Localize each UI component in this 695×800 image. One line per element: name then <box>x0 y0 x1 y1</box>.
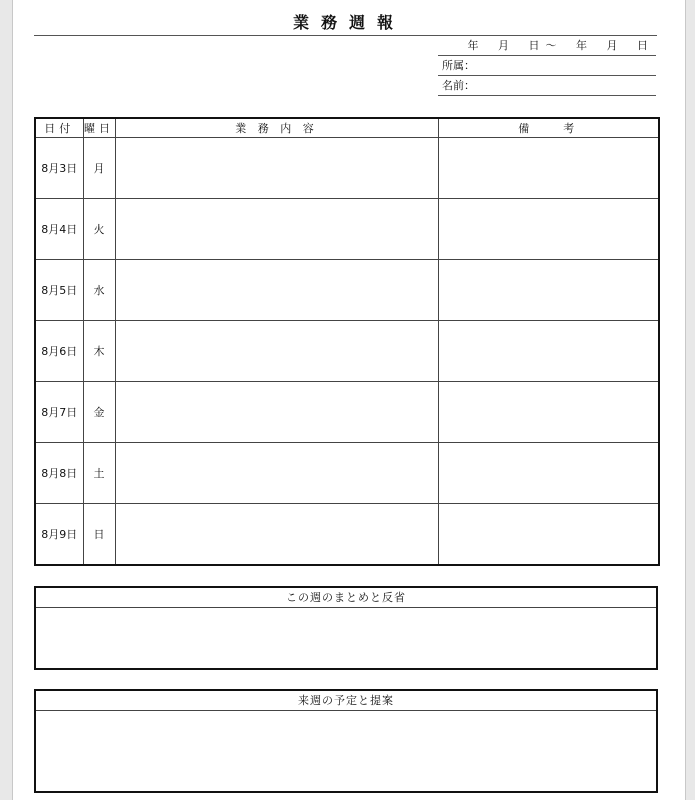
memo-cell[interactable] <box>438 443 659 504</box>
affiliation-field[interactable] <box>438 56 656 76</box>
period-year-label: 年 <box>467 39 485 52</box>
table-row <box>35 260 659 321</box>
table-row <box>35 321 659 382</box>
date-cell: 8月4日 <box>35 199 83 260</box>
date-cell: 8月3日 <box>35 138 83 199</box>
table-row <box>35 138 659 199</box>
table-row <box>35 504 659 566</box>
next-week-box <box>34 689 658 793</box>
table-header-row <box>35 118 659 138</box>
page-title: 業務週報 <box>292 13 405 32</box>
weekday-cell: 木 <box>83 321 115 382</box>
weekday-cell: 日 <box>83 504 115 566</box>
header-content: 業 務 内 容 <box>115 118 438 138</box>
report-info <box>438 36 656 96</box>
period-month-label: 月 <box>498 39 515 52</box>
period-year2-label: 年 <box>576 39 593 52</box>
content-cell[interactable] <box>115 199 438 260</box>
date-cell: 8月5日 <box>35 260 83 321</box>
weekday-cell: 水 <box>83 260 115 321</box>
memo-cell[interactable] <box>438 504 659 566</box>
content-cell[interactable] <box>115 443 438 504</box>
header-date: 日付 <box>35 118 83 138</box>
weekday-cell: 土 <box>83 443 115 504</box>
memo-cell[interactable] <box>438 199 659 260</box>
summary-input-area[interactable] <box>36 608 656 668</box>
weekday-cell: 金 <box>83 382 115 443</box>
weekday-cell: 火 <box>83 199 115 260</box>
summary-box <box>34 586 658 670</box>
name-field[interactable] <box>438 76 656 96</box>
content-cell[interactable] <box>115 382 438 443</box>
date-cell: 8月9日 <box>35 504 83 566</box>
memo-cell[interactable] <box>438 138 659 199</box>
header-memo: 備 考 <box>438 118 659 138</box>
period-day-label: 日〜 <box>528 39 563 52</box>
period-month2-label: 月 <box>606 39 624 52</box>
date-cell: 8月8日 <box>35 443 83 504</box>
memo-cell[interactable] <box>438 382 659 443</box>
memo-cell[interactable] <box>438 321 659 382</box>
table-row <box>35 199 659 260</box>
header-weekday: 曜日 <box>83 118 115 138</box>
table-row <box>35 382 659 443</box>
date-cell: 8月6日 <box>35 321 83 382</box>
content-cell[interactable] <box>115 321 438 382</box>
next-week-input-area[interactable] <box>36 711 656 791</box>
summary-heading: この週のまとめと反省 <box>36 588 656 608</box>
weekday-cell: 月 <box>83 138 115 199</box>
memo-cell[interactable] <box>438 260 659 321</box>
report-period <box>438 36 656 56</box>
name-label: 名前： <box>442 79 475 92</box>
content-cell[interactable] <box>115 504 438 566</box>
content-cell[interactable] <box>115 260 438 321</box>
next-week-heading: 来週の予定と提案 <box>36 691 656 711</box>
date-cell: 8月7日 <box>35 382 83 443</box>
period-day2-label: 日 <box>637 39 654 52</box>
weekly-table <box>34 117 660 566</box>
content-cell[interactable] <box>115 138 438 199</box>
document-sheet <box>12 0 686 800</box>
table-row <box>35 443 659 504</box>
affiliation-label: 所属： <box>442 59 475 72</box>
